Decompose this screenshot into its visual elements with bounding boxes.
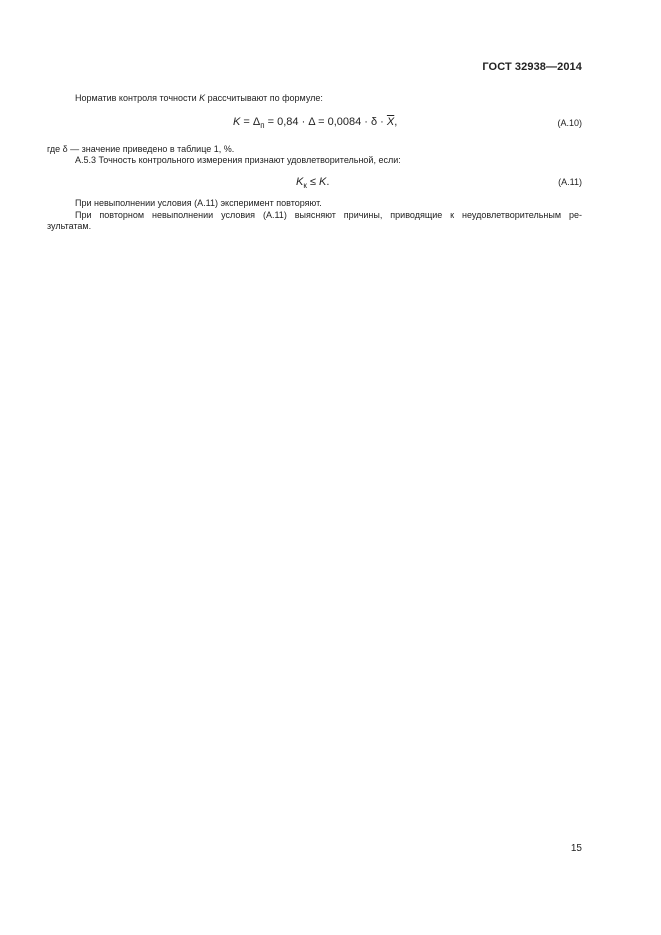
equation-number-a11: (А.11) <box>558 177 582 187</box>
formula-a10-eq1: = Δ <box>240 116 261 128</box>
paragraph-repeat: При невыполнении условия (А.11) эксперимент повторяют. <box>75 198 322 208</box>
formula-a11-k2: K <box>319 176 327 188</box>
document-header: ГОСТ 32938—2014 <box>482 61 582 73</box>
where-line: где δ — значение приведено в таблице 1, %. <box>47 144 235 154</box>
paragraph-norm <box>75 93 323 104</box>
page-number: 15 <box>570 843 582 854</box>
paragraph-norm-post: рассчитывают по формуле: <box>205 93 323 103</box>
formula-a10 <box>233 116 397 128</box>
formula-a11-sub: к <box>303 181 307 190</box>
equation-number-a10: (А.10) <box>557 118 582 128</box>
formula-a10-end: , <box>394 116 398 128</box>
formula-a11-rest: ≤ <box>306 176 319 188</box>
clause-a53: А.5.3 Точность контрольного измерения признают удовлетворительной, если: <box>75 155 401 165</box>
paragraph-causes-line2: зультатам. <box>47 221 92 231</box>
formula-a11 <box>296 176 329 188</box>
paragraph-norm-pre: Норматив контроля точности <box>75 93 200 103</box>
variable-k: K <box>199 93 206 103</box>
formula-a10-k: K <box>233 116 241 128</box>
formula-a11-k: K <box>296 176 304 188</box>
formula-a10-rest: = 0,84 · Δ = 0,0084 · δ · <box>264 116 387 128</box>
formula-a11-end: . <box>326 176 330 188</box>
formula-a10-sub: п <box>260 121 265 130</box>
formula-a10-xbar: $\overline{X}$ <box>386 116 395 128</box>
paragraph-causes-line1: При повторном невыполнении условия (А.11) выясняют причины, приводящие к неудовлетворительным ре- <box>75 210 582 220</box>
